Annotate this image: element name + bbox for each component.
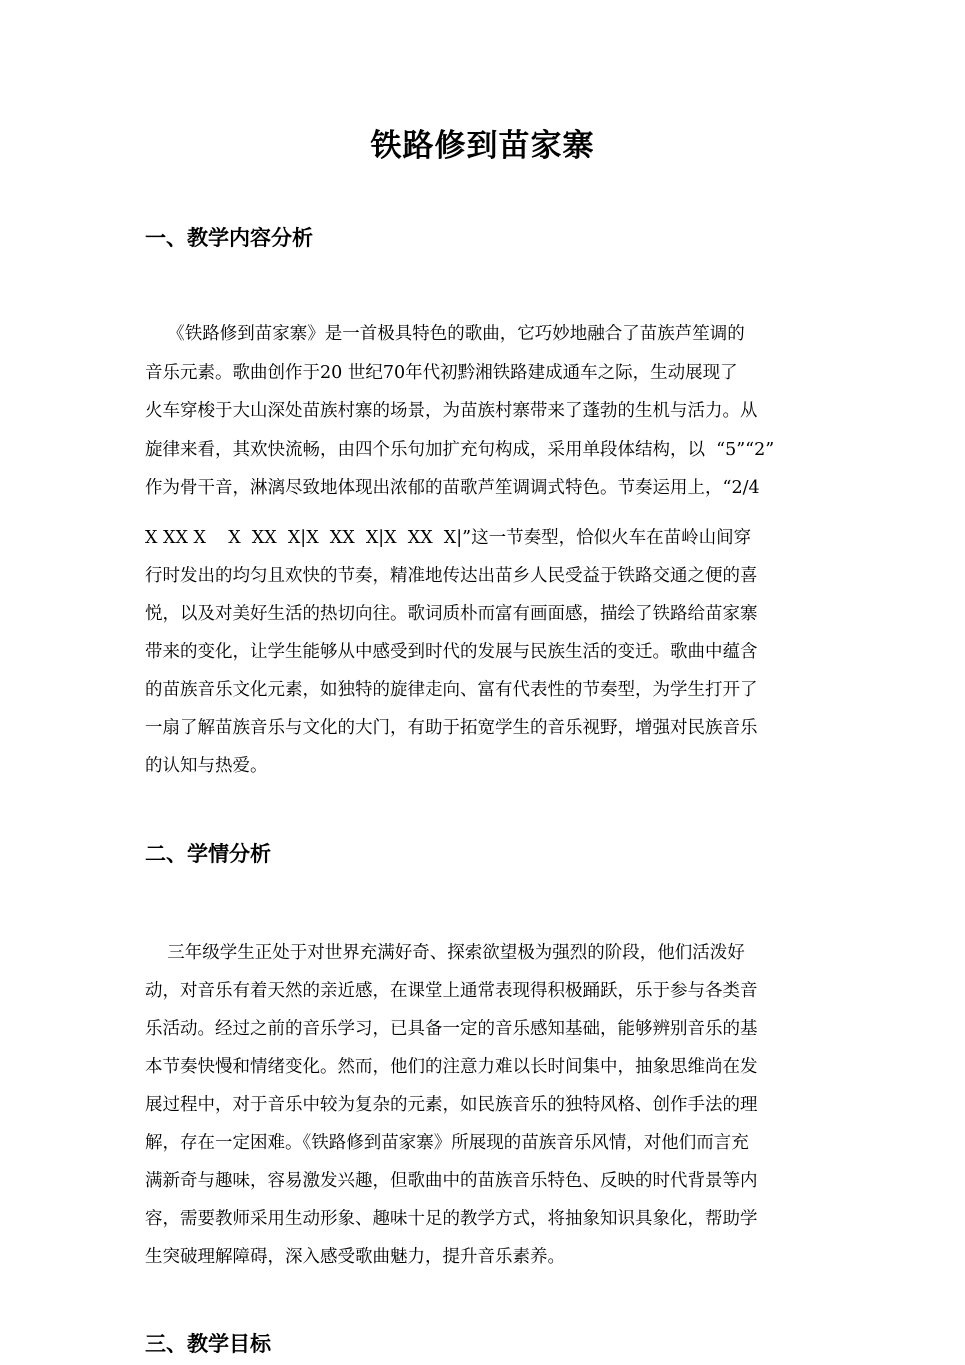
paragraph-line: 本节奏快慢和情绪变化。然而，他们的注意力难以长时间集中，抽象思维尚在发 (145, 1057, 758, 1077)
paragraph-line: 满新奇与趣味，容易激发兴趣，但歌曲中的苗族音乐特色、反映的时代背景等内 (145, 1171, 758, 1191)
paragraph-line: 三年级学生正处于对世界充满好奇、探索欲望极为强烈的阶段，他们活泼好 (145, 943, 745, 963)
section-heading-teaching-goals: 三、教学目标 (145, 1332, 271, 1356)
paragraph-line: 展过程中，对于音乐中较为复杂的元素，如民族音乐的独特风格、创作手法的理 (145, 1095, 758, 1115)
paragraph-line: 一扇了解苗族音乐与文化的大门，有助于拓宽学生的音乐视野，增强对民族音乐 (145, 718, 758, 738)
paragraph-line: 行时发出的均匀且欢快的节奏，精准地传达出苗乡人民受益于铁路交通之便的喜 (145, 566, 758, 586)
paragraph-line: 旋律来看，其欢快流畅，由四个乐句加扩充句构成，采用单段体结构，以 “5”“2” (145, 440, 775, 460)
paragraph-line: 悦，以及对美好生活的热切向往。歌词质朴而富有画面感，描绘了铁路给苗家寨 (145, 604, 758, 624)
paragraph-line: X XX X X XX X|X XX X|X XX X|”这一节奏型，恰似火车在苗岭山间穿 (145, 528, 752, 548)
paragraph-line: 音乐元素。歌曲创作于20 世纪70年代初黔湘铁路建成通车之际，生动展现了 (145, 363, 738, 383)
section-heading-learner-analysis: 二、学情分析 (145, 842, 271, 866)
paragraph-line: 作为骨干音，淋漓尽致地体现出浓郁的苗歌芦笙调调式特色。节奏运用上，“2/4 (145, 478, 760, 498)
paragraph-line: 乐活动。经过之前的音乐学习，已具备一定的音乐感知基础，能够辨别音乐的基 (145, 1019, 758, 1039)
paragraph-line: 的苗族音乐文化元素，如独特的旋律走向、富有代表性的节奏型，为学生打开了 (145, 680, 758, 700)
paragraph-line: 解，存在一定困难。《铁路修到苗家寨》所展现的苗族音乐风情，对他们而言充 (145, 1133, 749, 1153)
document-title: 铁路修到苗家寨 (370, 128, 595, 164)
paragraph-line: 火车穿梭于大山深处苗族村寨的场景，为苗族村寨带来了蓬勃的生机与活力。从 (145, 401, 758, 421)
section-heading-content-analysis: 一、教学内容分析 (145, 226, 313, 250)
paragraph-line: 《铁路修到苗家寨》是一首极具特色的歌曲，它巧妙地融合了苗族芦笙调的 (145, 324, 745, 344)
paragraph-line: 带来的变化，让学生能够从中感受到时代的发展与民族生活的变迁。歌曲中蕴含 (145, 642, 758, 662)
paragraph-line: 生突破理解障碍，深入感受歌曲魅力，提升音乐素养。 (145, 1247, 565, 1267)
paragraph-line: 容，需要教师采用生动形象、趣味十足的教学方式，将抽象知识具象化，帮助学 (145, 1209, 758, 1229)
paragraph-line: 动，对音乐有着天然的亲近感，在课堂上通常表现得积极踊跃，乐于参与各类音 (145, 981, 758, 1001)
paragraph-line: 的认知与热爱。 (145, 756, 268, 776)
